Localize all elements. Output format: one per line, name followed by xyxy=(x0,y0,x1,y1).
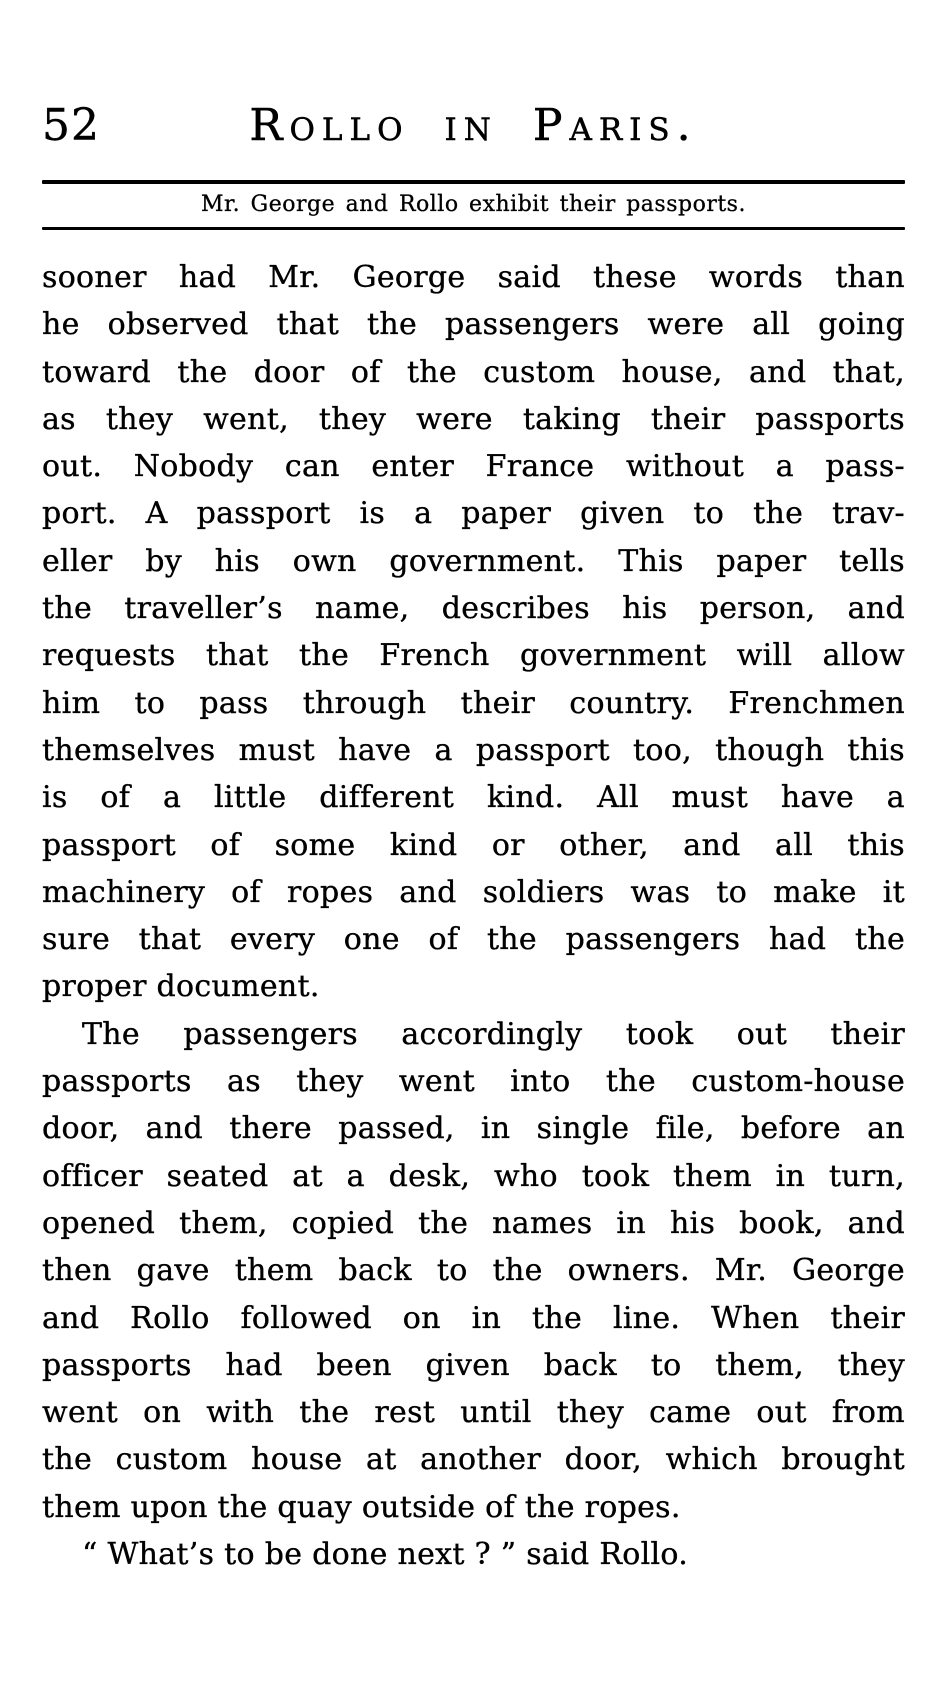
text-line: is of a little different kind. All must have a xyxy=(42,780,905,816)
text-line: the custom house at another door, which brought xyxy=(42,1442,905,1478)
text-line: themselves must have a passport too, though this xyxy=(42,732,905,768)
text-line: opened them, copied the names in his book, and xyxy=(42,1205,905,1241)
text-line: him to pass through their country. Frenchmen xyxy=(42,685,905,721)
text-line: port. A passport is a paper given to the trav- xyxy=(42,496,905,532)
page-body xyxy=(42,254,905,1578)
text-line: them upon the quay outside of the ropes. xyxy=(42,1489,681,1525)
text-line: eller by his own government. This paper tells xyxy=(42,543,905,579)
page-header xyxy=(42,96,905,160)
text-line: door, and there passed, in single file, before an xyxy=(42,1111,905,1147)
text-line: passport of some kind or other, and all this xyxy=(42,827,905,863)
header-rule-top xyxy=(42,180,905,184)
header-rule-bottom xyxy=(42,227,905,230)
text-line: and Rollo followed on in the line. When their xyxy=(42,1300,905,1336)
text-line: requests that the French government will allow xyxy=(42,638,905,674)
text-line: sure that every one of the passengers had the xyxy=(42,922,905,958)
text-line: toward the door of the custom house, and that, xyxy=(42,354,905,390)
text-line: he observed that the passengers were all going xyxy=(42,307,905,343)
text-line: The passengers accordingly took out their xyxy=(82,1016,905,1052)
text-line: out. Nobody can enter France without a pass- xyxy=(42,449,905,485)
text-line: machinery of ropes and soldiers was to make it xyxy=(42,874,905,910)
running-header: Mr. George and Rollo exhibit their passports. xyxy=(201,192,746,217)
text-line: then gave them back to the owners. Mr. George xyxy=(42,1253,905,1289)
text-line: passports had been given back to them, they xyxy=(42,1347,905,1383)
text-line: sooner had Mr. George said these words than xyxy=(42,260,905,295)
text-line: officer seated at a desk, who took them in turn, xyxy=(42,1158,905,1194)
book-title: Rollo in Paris. xyxy=(249,100,698,151)
text-line: passports as they went into the custom-house xyxy=(42,1064,905,1100)
text-line: proper document. xyxy=(42,969,320,1005)
text-line: the traveller’s name, describes his person, and xyxy=(42,591,905,627)
text-line: went on with the rest until they came out from xyxy=(42,1395,905,1431)
text-line: as they went, they were taking their passports xyxy=(42,401,905,437)
text-line: “ What’s to be done next ? ” said Rollo. xyxy=(82,1537,689,1573)
page-number: 52 xyxy=(42,100,100,151)
